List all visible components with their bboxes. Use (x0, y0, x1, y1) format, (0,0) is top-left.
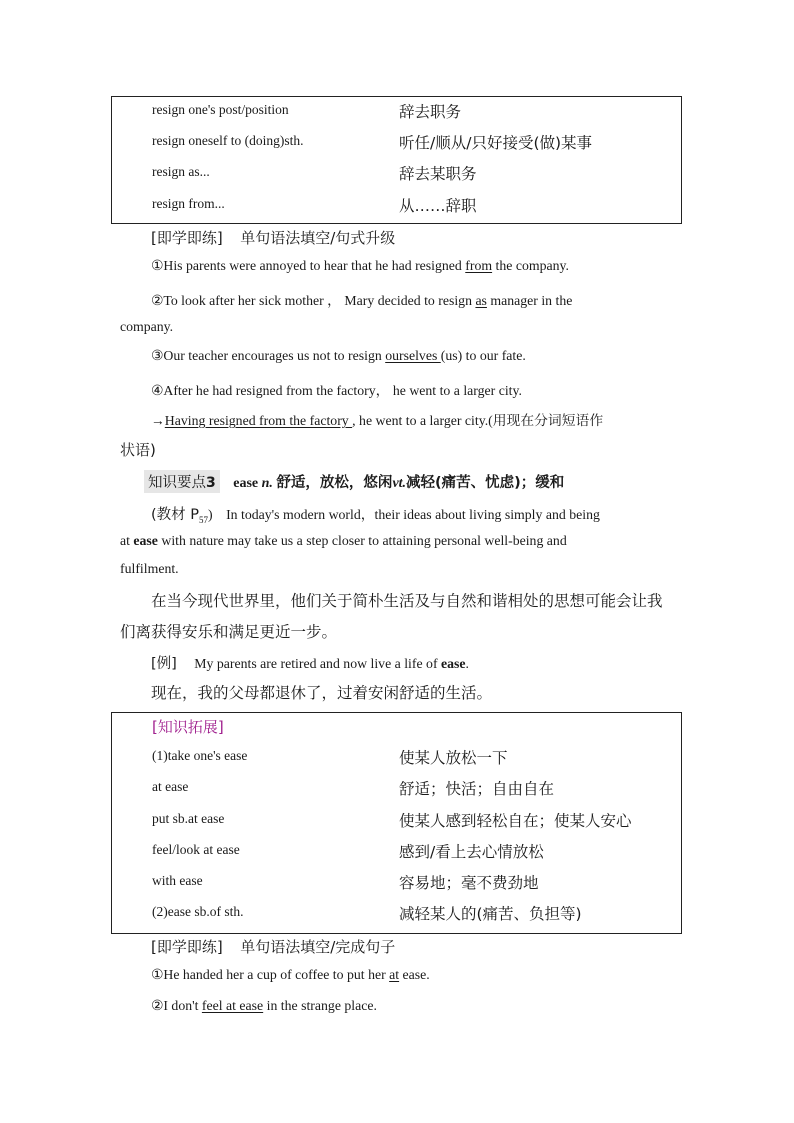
example-tag: [例] (151, 656, 177, 672)
kp-word: ease (233, 476, 259, 491)
phrase-zh: 听任/顺从/只好接受(做)某事 (399, 134, 593, 152)
exercise-item (151, 348, 526, 364)
table-row (112, 904, 681, 935)
item-number: ③ (151, 348, 164, 363)
practice-tag: [即学即练] (151, 229, 223, 247)
example-keyword: ease (441, 656, 466, 671)
textbook-quote-line: fulfilment. (120, 561, 179, 576)
table-row (112, 748, 681, 779)
resign-phrases-table (111, 96, 682, 224)
kp-definition: 减轻(痛苦、忧虑)；缓和 (406, 475, 565, 491)
rewrite-line (151, 409, 603, 429)
phrase-zh: 使某人感到轻松自在；使某人安心 (399, 812, 632, 830)
table-row (112, 102, 681, 133)
example-translation: 现在，我的父母都退休了，过着安闲舒适的生活。 (151, 684, 493, 702)
practice-header (151, 227, 395, 248)
item-answer: ourselves (385, 348, 441, 363)
item-answer: at (389, 967, 400, 982)
item-text: in the strange place. (263, 998, 377, 1013)
phrase-zh: 减轻某人的(痛苦、负担等) (399, 905, 582, 923)
translation-line: 们离获得安乐和满足更近一步。 (120, 623, 338, 641)
item-text: , he went to a larger city.(用现在分词短语作 (352, 413, 604, 428)
extension-title: [知识拓展] (152, 718, 224, 736)
quote-text: In today's modern world，their ideas about living simply and being (226, 507, 600, 522)
item-number: ② (151, 293, 164, 308)
exercise-item (151, 379, 522, 399)
phrase-zh: 从……辞职 (399, 197, 477, 215)
item-text: He handed her a cup of coffee to put her (163, 967, 390, 982)
item-text: ease. (399, 967, 430, 982)
item-text: After he had resigned from the factory， he went to a larger city. (163, 383, 522, 398)
translation-line: 在当今现代世界里，他们关于简朴生活及与自然和谐相处的思想可能会让我 (151, 592, 663, 610)
phrase-zh: 舒适；快活；自由自在 (399, 780, 555, 798)
kp-number: 3 (206, 475, 216, 491)
table-row (112, 873, 681, 904)
item-text: manager in the (486, 293, 573, 308)
example-text: . (465, 656, 469, 671)
item-text: I don't (163, 998, 202, 1013)
exercise-item (151, 289, 673, 309)
phrase-zh: 辞去职务 (399, 103, 462, 121)
phrase-zh: 使某人放松一下 (399, 749, 508, 767)
phrase-en: with ease (152, 873, 203, 888)
textbook-source: ) (208, 507, 213, 522)
exercise-item-cont: company. (120, 319, 174, 334)
item-answer: Having resigned from the factory (164, 413, 353, 428)
table-row (112, 164, 681, 195)
phrase-en: resign one's post/position (152, 102, 289, 117)
textbook-quote-line (151, 503, 600, 525)
table-row (112, 842, 681, 873)
knowledge-extension-table (111, 712, 682, 934)
table-row (112, 811, 681, 842)
phrase-en: resign from... (152, 196, 225, 211)
kp-label: 知识要点 (148, 475, 206, 491)
item-answer: as (475, 293, 487, 308)
textbook-page: 57 (199, 514, 209, 525)
knowledge-point-tag (144, 470, 220, 493)
practice-title: 单句语法填空/完成句子 (240, 938, 396, 956)
practice-title: 单句语法填空/句式升级 (240, 229, 396, 247)
item-number: ① (151, 967, 164, 982)
item-text: His parents were annoyed to hear that he had resigned (163, 258, 466, 273)
table-row (112, 779, 681, 810)
table-row (112, 196, 681, 227)
item-answer: feel at ease (201, 998, 264, 1013)
phrase-en: put sb.at ease (152, 811, 225, 826)
textbook-source: (教材 P (151, 507, 200, 523)
rewrite-line-cont: 状语) (120, 441, 156, 459)
kp-definition: 舒适，放松，悠闲 (276, 475, 393, 491)
knowledge-point-heading (144, 470, 564, 494)
kp-pos: vt. (392, 476, 407, 491)
item-number: ② (151, 998, 164, 1013)
phrase-en: feel/look at ease (152, 842, 240, 857)
exercise-item (151, 967, 430, 983)
quote-keyword: ease (133, 533, 158, 548)
phrase-en: resign oneself to (doing)sth. (152, 133, 304, 148)
phrase-zh: 辞去某职务 (399, 165, 477, 183)
practice-tag: [即学即练] (151, 938, 223, 956)
exercise-item (151, 258, 569, 274)
table-row (112, 133, 681, 164)
example-text: My parents are retired and now live a life of (194, 656, 441, 671)
item-text: the company. (492, 258, 569, 273)
kp-pos: n. (261, 476, 273, 491)
textbook-quote-line (120, 533, 567, 549)
item-text: To look after her sick mother ， Mary decided to resign (163, 293, 476, 308)
item-text: (us) to our fate. (440, 348, 526, 363)
quote-text: with nature may take us a step closer to attaining personal well-being and (157, 533, 567, 548)
exercise-item (151, 998, 377, 1014)
phrase-en: at ease (152, 779, 189, 794)
quote-text: at (120, 533, 134, 548)
practice-header (151, 936, 395, 957)
phrase-en: (2)ease sb.of sth. (152, 904, 244, 919)
phrase-zh: 容易地；毫不费劲地 (399, 874, 539, 892)
phrase-en: (1)take one's ease (152, 748, 248, 763)
item-text: Our teacher encourages us not to resign (163, 348, 386, 363)
phrase-zh: 感到/看上去心情放松 (399, 843, 544, 861)
item-number: ① (151, 258, 164, 273)
item-number: ④ (151, 383, 164, 398)
example-line (151, 652, 469, 673)
item-answer: from (465, 258, 493, 273)
arrow-icon: → (151, 413, 165, 428)
phrase-en: resign as... (152, 164, 210, 179)
